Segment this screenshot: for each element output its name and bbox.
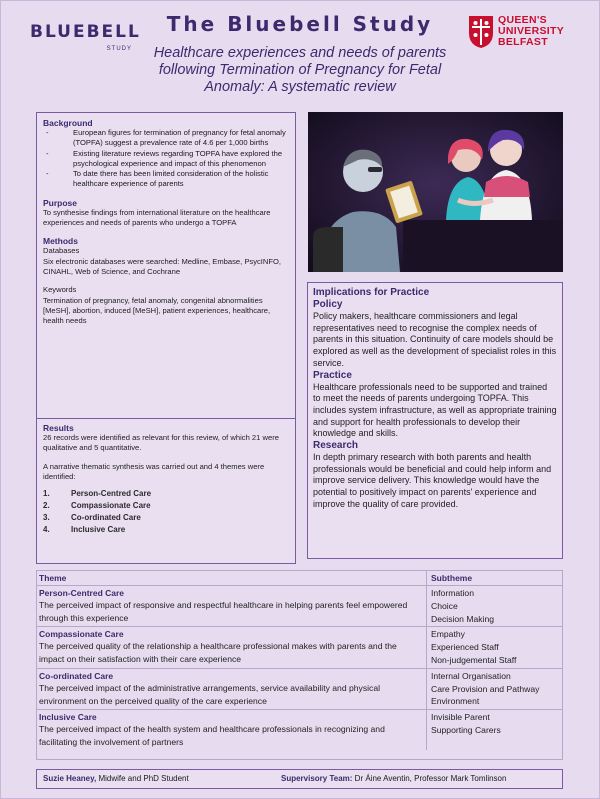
subtheme: Decision Making — [431, 613, 495, 624]
poster-title: The Bluebell Study — [166, 12, 434, 36]
theme-label: Co-ordinated Care — [71, 513, 141, 523]
results-heading: Results — [43, 423, 74, 433]
supervisory-names: Dr Áine Aventin, Professor Mark Tomlinson — [354, 774, 507, 783]
table-row — [37, 710, 562, 750]
consultation-scene-icon — [308, 112, 563, 272]
themes-table — [36, 570, 563, 760]
poster-subtitle — [120, 45, 480, 96]
keywords-text: Termination of pregnancy, fetal anomaly, congenital abnormalities [MeSH], abortion, induced [MeSH], patient experiences, healthcare, health needs — [43, 295, 271, 326]
background-item: - To date there has been limited consideration of the holistic healthcare experience of parents — [43, 169, 289, 190]
purpose-text: To synthesise findings from international literature on the healthcare experiences and needs of parents who undergo a TOPFA — [43, 207, 271, 228]
practice-heading: Practice — [313, 369, 352, 381]
consultation-illustration — [308, 112, 563, 272]
theme-label: Person-Centred Care — [71, 489, 152, 499]
background-list — [43, 128, 289, 190]
qub-wordmark — [498, 15, 564, 48]
theme-name: Co-ordinated Care — [39, 670, 114, 681]
bluebell-logo-word: BLUEBELL — [30, 22, 141, 42]
theme-number: 2. — [43, 501, 50, 511]
theme-number: 4. — [43, 525, 50, 535]
qub-line: BELFAST — [498, 36, 548, 48]
purpose-heading: Purpose — [43, 197, 78, 208]
results-box — [36, 418, 296, 564]
results-text-2: A narrative thematic synthesis was carried out and 4 themes were identified: — [43, 461, 265, 481]
theme-name: Inclusive Care — [39, 712, 97, 723]
theme-name: Person-Centred Care — [39, 588, 125, 598]
subtheme: Choice — [431, 600, 458, 611]
theme-description: The perceived impact of responsive and respectful healthcare in helping parents feel empowered through this experience — [39, 600, 408, 623]
table-row — [37, 586, 562, 627]
theme-list-item — [43, 488, 289, 500]
qub-line: QUEEN'S — [498, 14, 547, 26]
theme-label: Compassionate Care — [71, 501, 151, 511]
theme-column-header: Theme — [39, 573, 67, 583]
policy-text: Policy makers, healthcare commissioners and legal representatives need to recognise the complex needs of parents in this situation. Continuity of care models should be explored as well as the development of specialist roles in this service. — [313, 311, 557, 368]
policy-heading: Policy — [313, 299, 343, 310]
subtheme: Internal Organisation — [431, 670, 511, 681]
table-header-row — [37, 571, 562, 586]
implications-heading: Implications for Practice — [313, 287, 430, 298]
theme-list-item — [43, 500, 289, 512]
results-text-1: 26 records were identified as relevant for this review, of which 21 were qualitative and 5 quantitative. — [43, 433, 279, 453]
subtheme: Information — [431, 588, 474, 598]
supervisory-label: Supervisory Team: — [281, 774, 353, 783]
author-name: Suzie Heaney, — [43, 774, 97, 783]
practice-text: Healthcare professionals need to be supported and trained to meet the needs of parents undergoing TOPFA. This includes system infrastructure, as well as appropriate training and support for health professionals to develop their knowledge and skills. — [313, 381, 557, 439]
keywords-label: Keywords — [43, 285, 77, 295]
subtheme: Invisible Parent — [431, 712, 490, 723]
poster-footer — [36, 769, 563, 789]
theme-name: Compassionate Care — [39, 629, 124, 640]
subtitle-line: Healthcare experiences and needs of parents — [153, 45, 447, 61]
table-row — [37, 627, 562, 668]
subtheme: Environment — [431, 696, 480, 707]
theme-description: The perceived quality of the relationship a healthcare professional makes with parents and the impact on their satisfaction with their care experience — [39, 641, 397, 665]
theme-description: The perceived impact of the administrative arrangements, service availability and physical environment on the perceived quality of the care experience — [39, 682, 381, 706]
subtitle-line: Anomaly: A systematic review — [204, 79, 396, 95]
subtheme: Empathy — [431, 629, 465, 640]
databases-text: Six electronic databases were searched: Medline, Embase, PsycINFO, CINAHL, Web of Science, and Cochrane — [43, 256, 282, 276]
themes-list — [43, 488, 289, 536]
theme-list-item — [43, 512, 289, 524]
databases-label: Databases — [43, 246, 80, 256]
subtheme: Experienced Staff — [431, 642, 499, 653]
implications-box — [307, 282, 563, 559]
theme-description: The perceived impact of the health system and healthcare professionals in recognizing and facilitating the involvement of partners — [39, 724, 385, 747]
background-item: - Existing literature reviews regarding TOPFA have explored the psychological experience and impact of this phenomenon — [43, 149, 289, 170]
table-row — [37, 669, 562, 710]
subtheme: Supporting Carers — [431, 724, 501, 735]
subtheme: Non-judgemental Staff — [431, 654, 517, 665]
theme-list-item — [43, 524, 289, 536]
theme-number: 3. — [43, 513, 50, 523]
qub-crest-icon — [468, 15, 494, 49]
author-role: Midwife and PhD Student — [98, 774, 189, 783]
theme-label: Inclusive Care — [71, 525, 126, 535]
subtheme-column-header: Subtheme — [431, 573, 473, 583]
qub-line: UNIVERSITY — [498, 25, 565, 37]
qub-logo — [468, 15, 588, 55]
research-heading: Research — [313, 440, 359, 452]
bluebell-logo-sub: STUDY — [106, 46, 132, 52]
research-text: In depth primary research with both parents and health professionals would be beneficial and could help inform and improve service delivery. This knowledge would have the potential to positively impact on parents' experience and improve the quality of care provided. — [313, 452, 552, 509]
theme-number: 1. — [43, 489, 50, 499]
methods-heading: Methods — [43, 236, 78, 247]
background-item: - European figures for termination of pregnancy for fetal anomaly (TOPFA) suggest a prevalence rate of 4.6 per 1,000 births — [43, 128, 289, 149]
subtheme: Care Provision and Pathway — [431, 683, 540, 694]
subtitle-line: following Termination of Pregnancy for Fetal — [158, 62, 442, 78]
background-heading: Background — [43, 118, 93, 128]
